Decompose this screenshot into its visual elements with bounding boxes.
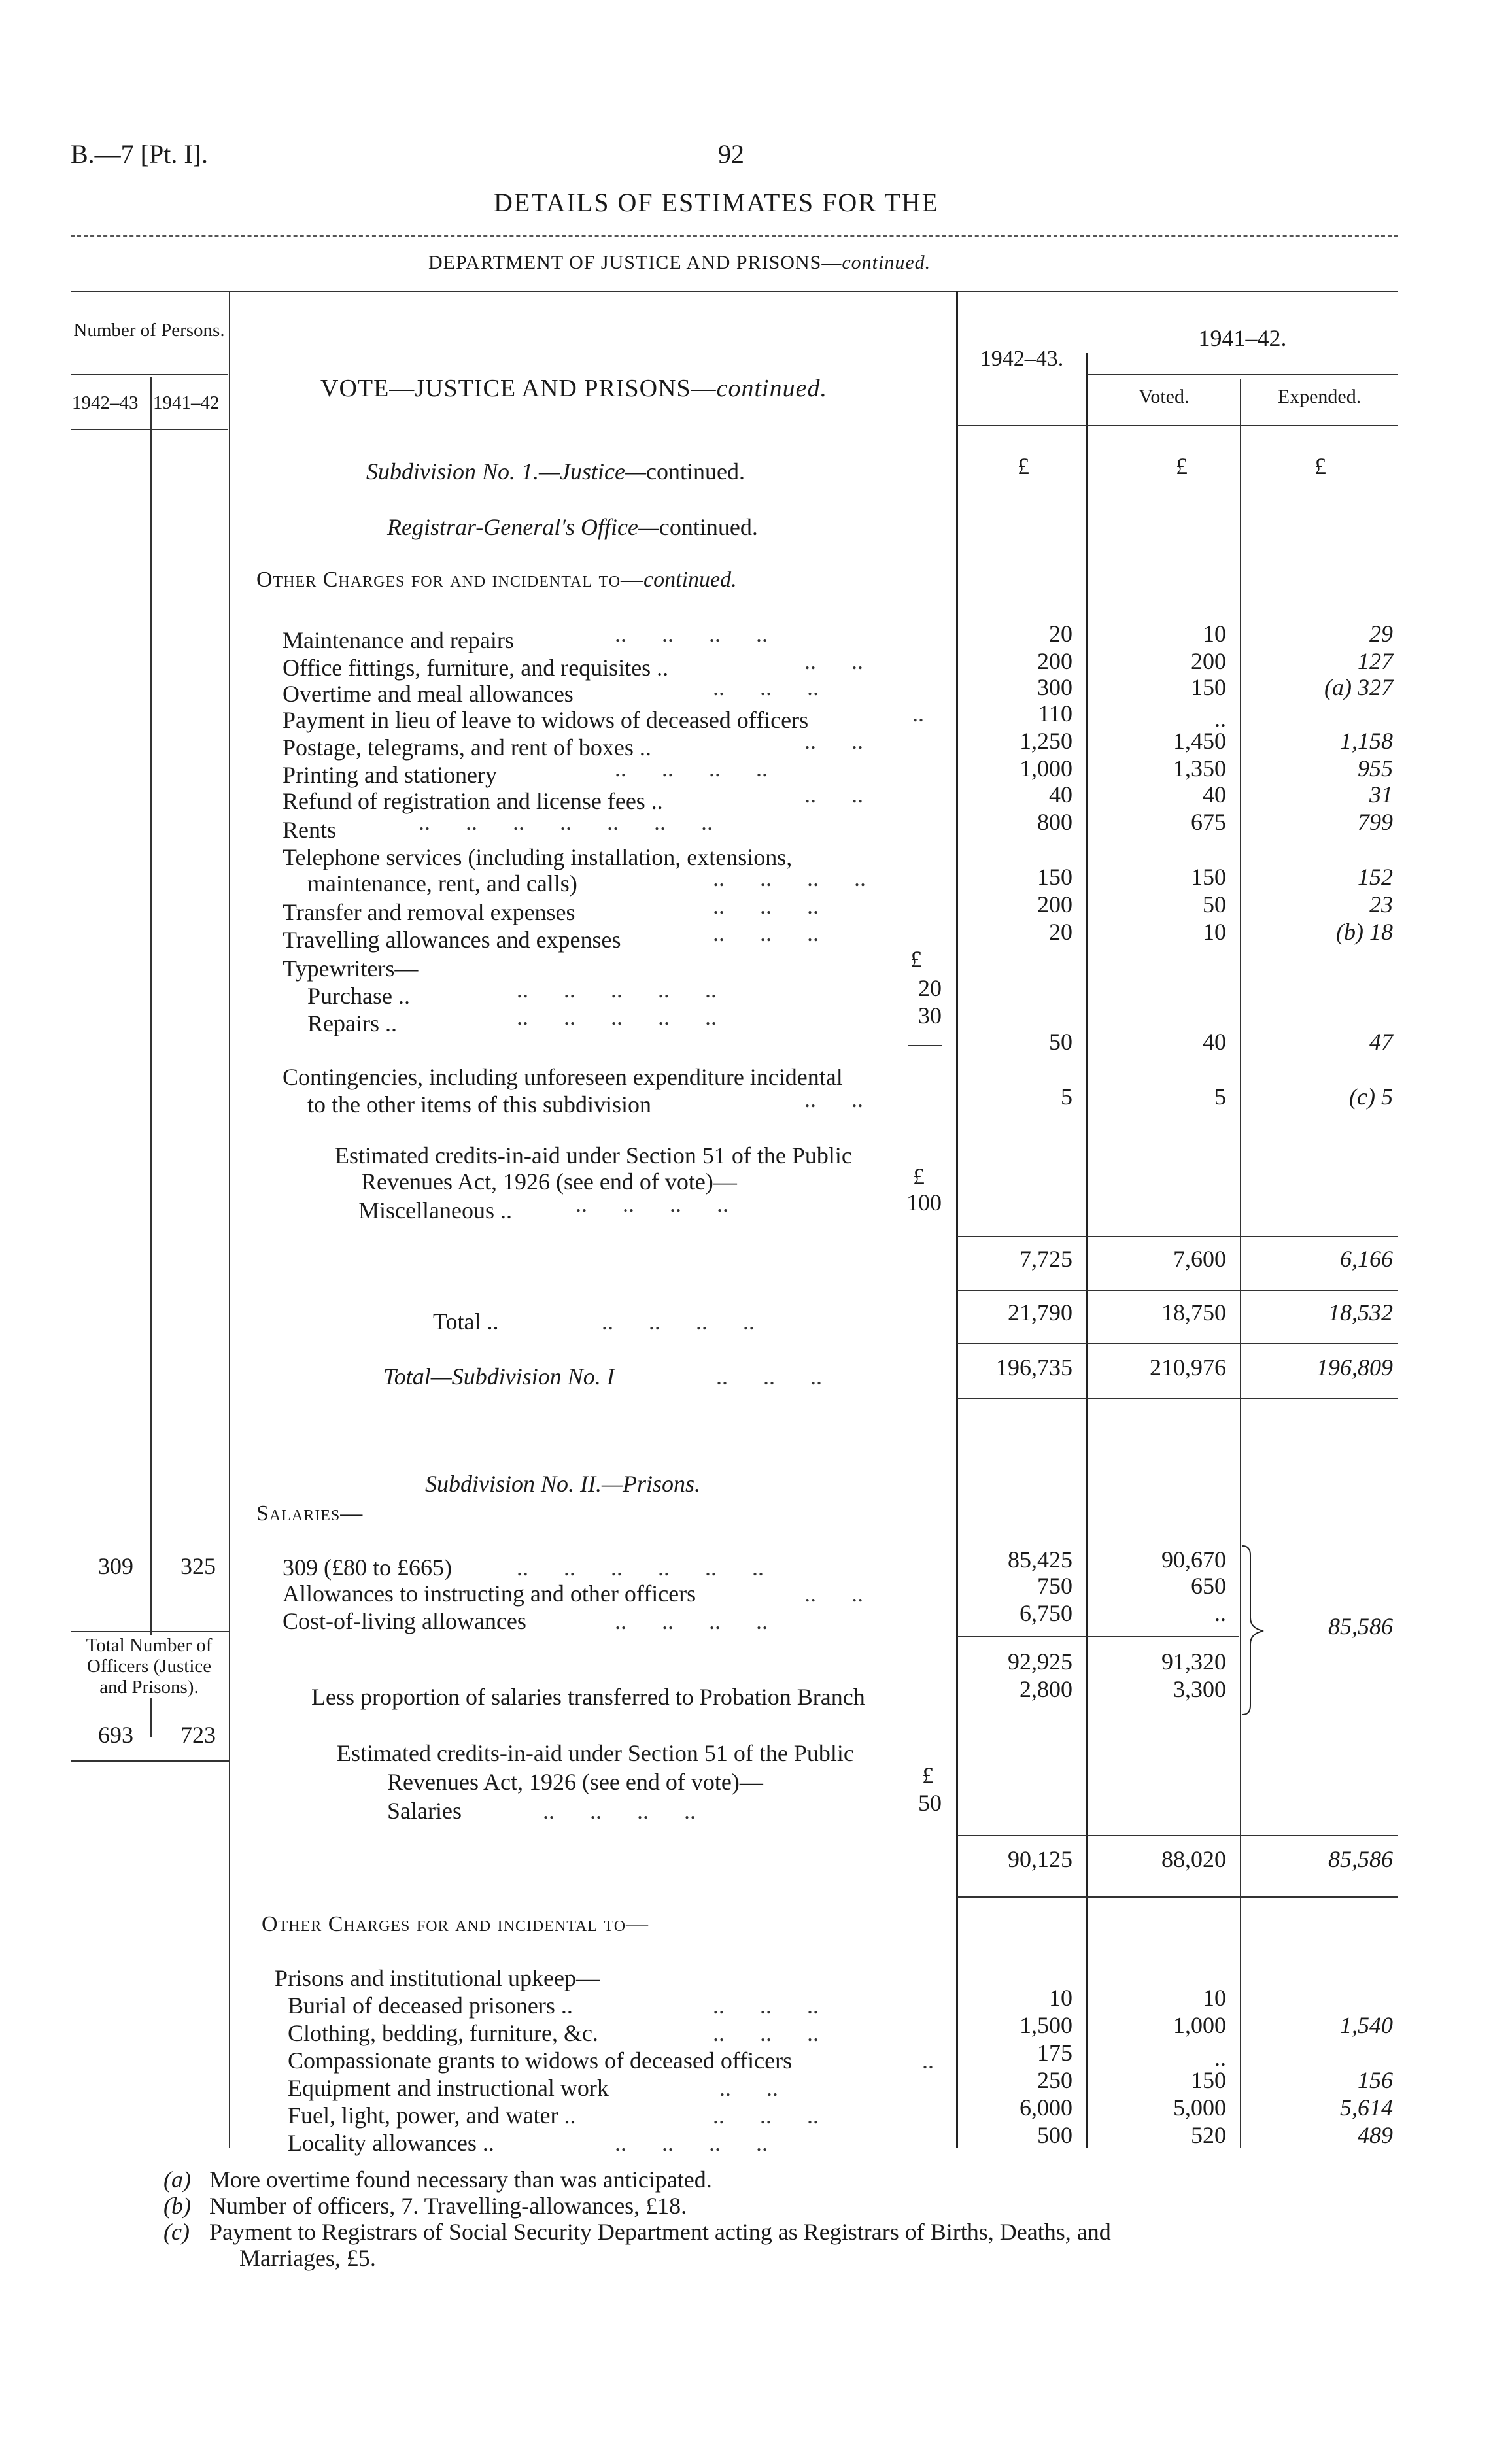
- leader-dots: .. ..: [804, 648, 863, 674]
- vote-title: VOTE—JUSTICE AND PRISONS—continued.: [320, 375, 827, 402]
- total-officers-1941: 723: [180, 1722, 216, 1748]
- salaries-heading: Salaries—: [256, 1501, 364, 1526]
- row-value-expended: 29: [1369, 621, 1393, 647]
- left-col-year-1: 1942–43: [72, 392, 139, 413]
- row-value-expended: 127: [1358, 648, 1393, 674]
- total-officers-rule: [71, 1631, 229, 1632]
- prisons-upkeep-heading: Prisons and institutional upkeep—: [275, 1965, 600, 1991]
- leader-dots: .. .. .. ..: [615, 621, 768, 647]
- credits-in-aid-2-label: Salaries: [387, 1798, 462, 1824]
- contingencies-label: Contingencies, including unforeseen expenditure incidental: [283, 1064, 843, 1090]
- row-label-refund: Refund of registration and license fees ..: [283, 788, 663, 814]
- salaries-expended-value: 85,586: [1328, 1613, 1393, 1639]
- row-value-voted: 10: [1203, 919, 1226, 945]
- row-value-1942: 800: [1037, 809, 1072, 835]
- typewriters-value-expended: 47: [1369, 1029, 1393, 1055]
- pound-col-3: £: [1314, 453, 1326, 479]
- left-col-divider: [150, 377, 152, 1737]
- salaries-row-cost-of-living: Cost-of-living allowances: [283, 1608, 526, 1634]
- row-value-expended: (a) 327: [1324, 674, 1393, 700]
- total-value-expended: 18,532: [1328, 1299, 1393, 1326]
- row-label-maintenance: Maintenance and repairs: [283, 627, 514, 653]
- row-value-1942: 20: [1049, 621, 1072, 647]
- leader-dots: .. .. ..: [713, 2020, 819, 2046]
- leader-dots: .. ..: [804, 781, 863, 808]
- salaries-value-1942: 6,750: [1020, 1600, 1072, 1626]
- salaries-value-voted: 650: [1191, 1573, 1226, 1599]
- row-value-expended: 1,540: [1340, 2012, 1393, 2038]
- credits-in-aid-2-pound: £: [922, 1762, 934, 1788]
- page-title: DETAILS OF ESTIMATES FOR THE: [494, 188, 939, 217]
- row-value-voted: 150: [1191, 2067, 1226, 2093]
- credits-in-aid-2-line2: Revenues Act, 1926 (see end of vote)—: [387, 1769, 763, 1795]
- department-heading: DEPARTMENT OF JUSTICE AND PRISONS—continued.: [428, 252, 931, 273]
- total-sub1-value-voted: 210,976: [1150, 1354, 1226, 1380]
- subtotal-2-value-1942: 90,125: [1008, 1846, 1072, 1872]
- typewriters-repairs-value: 30: [918, 1002, 942, 1029]
- leader-dots: .. .. ..: [713, 2102, 819, 2129]
- total-sub1-value-expended: 196,809: [1316, 1354, 1393, 1380]
- pound-col-1: £: [1018, 453, 1029, 479]
- row-value-expended: 156: [1358, 2067, 1393, 2093]
- row-label-locality: Locality allowances ..: [288, 2130, 494, 2156]
- row-label-payment-lieu-leave: Payment in lieu of leave to widows of deceased officers: [283, 707, 809, 733]
- row-value-expended: 799: [1358, 809, 1393, 835]
- row-value-1942: 1,500: [1020, 2012, 1072, 2038]
- row-value-expended: 1,158: [1340, 728, 1393, 754]
- salaries-gross-voted: 91,320: [1161, 1649, 1226, 1675]
- row-label-overtime: Overtime and meal allowances: [283, 681, 574, 707]
- salaries-value-1942: 750: [1037, 1573, 1072, 1599]
- typewriters-purchase-label: Purchase ..: [307, 983, 410, 1009]
- total-value-1942: 21,790: [1008, 1299, 1072, 1326]
- row-value-1942: 200: [1037, 648, 1072, 674]
- typewriters-value-1942: 50: [1049, 1029, 1072, 1055]
- salaries-persons-1942: 309: [98, 1553, 133, 1579]
- footnote-text-c-cont: Marriages, £5.: [239, 2245, 376, 2271]
- contingencies-value-1942: 5: [1061, 1084, 1072, 1110]
- row-value-1942: 200: [1037, 891, 1072, 917]
- leader-dots: .. .. ..: [713, 674, 819, 700]
- subtotal-1-rule: [957, 1236, 1398, 1237]
- row-value-1942: 110: [1038, 700, 1072, 727]
- row-label-travelling: Travelling allowances and expenses: [283, 927, 621, 953]
- footnote-mark-b: (b): [163, 2193, 191, 2219]
- typewriters-repairs-label: Repairs ..: [307, 1010, 397, 1036]
- col-group-rule: [1087, 374, 1398, 375]
- leader-dots: ..: [922, 2047, 934, 2074]
- total-officers-1942: 693: [98, 1722, 133, 1748]
- other-charges-2-rule: [957, 1896, 1398, 1898]
- credits-in-aid-2-value: 50: [918, 1790, 942, 1816]
- leader-dots: .. .. .. ..: [602, 1309, 755, 1335]
- other-charges-heading-1: Other Charges for and incidental to—continued.: [256, 568, 737, 592]
- row-value-1942: 10: [1049, 1985, 1072, 2011]
- leader-dots: .. .. .. .. ..: [517, 976, 717, 1002]
- col-header-bottom-rule: [957, 425, 1398, 426]
- total-subdivision-1-label: Total—Subdivision No. I: [383, 1363, 615, 1390]
- row-value-voted: 520: [1191, 2122, 1226, 2148]
- typewriters-purchase-value: 20: [918, 975, 942, 1001]
- typewriters-label: Typewriters—: [283, 955, 419, 982]
- leader-dots: .. .. .. ..: [543, 1798, 696, 1824]
- row-label-equipment: Equipment and instructional work: [288, 2075, 609, 2101]
- salaries-value-voted: ..: [1214, 1600, 1226, 1626]
- subdivision-2-rule: [957, 1398, 1398, 1399]
- row-value-expended: 23: [1369, 891, 1393, 917]
- salaries-value-1942: 85,425: [1008, 1547, 1072, 1573]
- left-col-right-rule: [229, 291, 230, 2148]
- row-value-voted: ..: [1214, 706, 1226, 732]
- row-value-voted: ..: [1214, 2045, 1226, 2071]
- salaries-row-309: 309 (£80 to £665): [283, 1554, 452, 1581]
- row-value-1942: 6,000: [1020, 2095, 1072, 2121]
- row-label-postage: Postage, telegrams, and rent of boxes ..: [283, 734, 651, 761]
- row-label-clothing: Clothing, bedding, furniture, &c.: [288, 2020, 598, 2046]
- leader-dots: .. ..: [804, 1581, 863, 1607]
- total-rule: [957, 1290, 1398, 1291]
- total-value-voted: 18,750: [1161, 1299, 1226, 1326]
- credits-in-aid-1-label: Miscellaneous ..: [358, 1197, 512, 1223]
- left-col-year-2: 1941–42: [153, 392, 220, 413]
- total-sub1-value-1942: 196,735: [996, 1354, 1072, 1380]
- salaries-persons-1941: 325: [180, 1553, 216, 1579]
- row-label-rents: Rents: [283, 817, 337, 843]
- row-value-voted: 150: [1191, 674, 1226, 700]
- subdivision-1-heading: Subdivision No. 1.—Justice—continued.: [366, 458, 745, 485]
- subtotal-1-value-1942: 7,725: [1020, 1246, 1072, 1272]
- salaries-row-allowances: Allowances to instructing and other officers: [283, 1581, 696, 1607]
- footnote-text-c: Payment to Registrars of Social Security Department acting as Registrars of Births, Deaths, and: [209, 2219, 1111, 2245]
- credits-in-aid-1-value: 100: [906, 1189, 942, 1216]
- row-label-telephone: Telephone services (including installation, extensions,: [283, 844, 793, 870]
- total-label: Total ..: [433, 1309, 499, 1335]
- row-value-1942: 300: [1037, 674, 1072, 700]
- footnote-mark-c: (c): [163, 2219, 190, 2245]
- typewriters-sum-rule: [908, 1045, 942, 1046]
- telephone-value-1942: 150: [1037, 864, 1072, 890]
- row-value-expended: 31: [1369, 781, 1393, 808]
- row-label-telephone-cont: maintenance, rent, and calls): [307, 870, 577, 897]
- credits-in-aid-1-pound: £: [913, 1163, 925, 1189]
- subtotal-1-value-expended: 6,166: [1340, 1246, 1393, 1272]
- row-value-expended: 5,614: [1340, 2095, 1393, 2121]
- telephone-value-voted: 150: [1191, 864, 1226, 890]
- col-header-1941-42: 1941–42.: [1198, 325, 1287, 351]
- row-value-expended: 955: [1358, 755, 1393, 781]
- typewriters-value-voted: 40: [1203, 1029, 1226, 1055]
- subtotal-2-value-voted: 88,020: [1161, 1846, 1226, 1872]
- row-value-1942: 250: [1037, 2067, 1072, 2093]
- leader-dots: .. .. .. ..: [713, 865, 866, 891]
- leader-dots: ..: [912, 700, 924, 727]
- row-value-1942: 1,000: [1020, 755, 1072, 781]
- col-header-voted: Voted.: [1139, 386, 1190, 407]
- row-value-voted: 50: [1203, 891, 1226, 917]
- subtotal-2-value-expended: 85,586: [1328, 1846, 1393, 1872]
- left-header-rule: [71, 374, 228, 375]
- number-of-persons-header: Number of Persons.: [73, 320, 225, 341]
- registrar-office-heading: Registrar-General's Office—continued.: [387, 514, 758, 540]
- leader-dots: .. .. .. ..: [615, 2130, 768, 2156]
- row-label-transfer: Transfer and removal expenses: [283, 899, 575, 925]
- salaries-less-1942: 2,800: [1020, 1676, 1072, 1702]
- leader-dots: .. .. ..: [713, 1993, 819, 2019]
- row-value-1942: 175: [1037, 2040, 1072, 2066]
- credits-in-aid-2-line1: Estimated credits-in-aid under Section 51 of the Public: [337, 1740, 854, 1766]
- page-number: 92: [718, 139, 744, 169]
- footnote-mark-a: (a): [163, 2166, 191, 2193]
- row-value-voted: 1,350: [1173, 755, 1226, 781]
- row-value-1942: 40: [1049, 781, 1072, 808]
- row-label-office-fittings: Office fittings, furniture, and requisites ..: [283, 655, 669, 681]
- amount-col-rule-1: [956, 291, 958, 2148]
- leader-dots: .. ..: [804, 728, 863, 754]
- row-label-fuel: Fuel, light, power, and water ..: [288, 2102, 576, 2129]
- subtotal-1-value-voted: 7,600: [1173, 1246, 1226, 1272]
- contingencies-value-expended: (c) 5: [1349, 1084, 1393, 1110]
- other-charges-heading-2: Other Charges for and incidental to—: [262, 1912, 649, 1936]
- row-value-voted: 40: [1203, 781, 1226, 808]
- amount-col-rule-3: [1240, 379, 1241, 2148]
- salaries-value-voted: 90,670: [1161, 1547, 1226, 1573]
- row-value-voted: 5,000: [1173, 2095, 1226, 2121]
- col-header-1942-43: 1942–43.: [980, 347, 1064, 371]
- table-top-rule: [71, 291, 1398, 292]
- leader-dots: .. .. ..: [713, 893, 819, 919]
- typewriters-pound: £: [910, 946, 922, 972]
- subtotal-2-rule: [957, 1835, 1398, 1836]
- footnote-text-b: Number of officers, 7. Travelling-allowances, £18.: [209, 2193, 687, 2219]
- contingencies-value-voted: 5: [1214, 1084, 1226, 1110]
- footnote-text-a: More overtime found necessary than was anticipated.: [209, 2166, 712, 2193]
- total-sub1-rule: [957, 1343, 1398, 1344]
- leader-dots: .. .. .. ..: [575, 1191, 728, 1217]
- leader-dots: .. .. .. ..: [615, 755, 768, 781]
- row-value-voted: 200: [1191, 648, 1226, 674]
- row-label-compassionate-grants: Compassionate grants to widows of deceased officers: [288, 2047, 793, 2074]
- leader-dots: .. ..: [719, 2075, 778, 2101]
- row-value-voted: 1,000: [1173, 2012, 1226, 2038]
- row-value-expended: (b) 18: [1336, 919, 1393, 945]
- left-header-bottom-rule: [71, 429, 228, 430]
- leader-dots: .. .. .. .. .. .. ..: [419, 809, 713, 835]
- row-value-voted: 10: [1203, 1985, 1226, 2011]
- telephone-value-expended: 152: [1358, 864, 1393, 890]
- pound-col-2: £: [1176, 453, 1188, 479]
- row-value-expended: 489: [1358, 2122, 1393, 2148]
- row-value-1942: 500: [1037, 2122, 1072, 2148]
- row-label-printing: Printing and stationery: [283, 762, 497, 788]
- credits-in-aid-1-line1: Estimated credits-in-aid under Section 51 of the Public: [335, 1142, 852, 1169]
- leader-dots: .. .. ..: [716, 1363, 822, 1390]
- salaries-less-label: Less proportion of salaries transferred to Probation Branch: [311, 1684, 865, 1710]
- subdivision-2-heading: Subdivision No. II.—Prisons.: [425, 1471, 701, 1497]
- salaries-less-voted: 3,300: [1173, 1676, 1226, 1702]
- salaries-gross-rule: [957, 1636, 1239, 1637]
- leader-dots: .. ..: [804, 1086, 863, 1112]
- contingencies-label-cont: to the other items of this subdivision: [307, 1091, 651, 1118]
- leader-dots: .. .. .. .. .. ..: [517, 1554, 764, 1581]
- row-value-voted: 1,450: [1173, 728, 1226, 754]
- total-officers-bottom-rule: [71, 1760, 229, 1762]
- credits-in-aid-1-line2: Revenues Act, 1926 (see end of vote)—: [361, 1169, 737, 1195]
- row-value-1942: 20: [1049, 919, 1072, 945]
- row-value-1942: 1,250: [1020, 728, 1072, 754]
- total-officers-label: Total Number of Officers (Justice and Prisons).: [72, 1635, 226, 1698]
- col-header-expended: Expended.: [1277, 386, 1362, 407]
- header-rule: [71, 235, 1398, 237]
- page-reference: B.—7 [Pt. I].: [71, 139, 208, 169]
- leader-dots: .. .. .. .. ..: [517, 1004, 717, 1030]
- salaries-gross-1942: 92,925: [1008, 1649, 1072, 1675]
- leader-dots: .. .. ..: [713, 920, 819, 946]
- row-label-burial: Burial of deceased prisoners ..: [288, 1993, 573, 2019]
- row-value-voted: 675: [1191, 809, 1226, 835]
- row-value-voted: 10: [1203, 621, 1226, 647]
- leader-dots: .. .. .. ..: [615, 1608, 768, 1634]
